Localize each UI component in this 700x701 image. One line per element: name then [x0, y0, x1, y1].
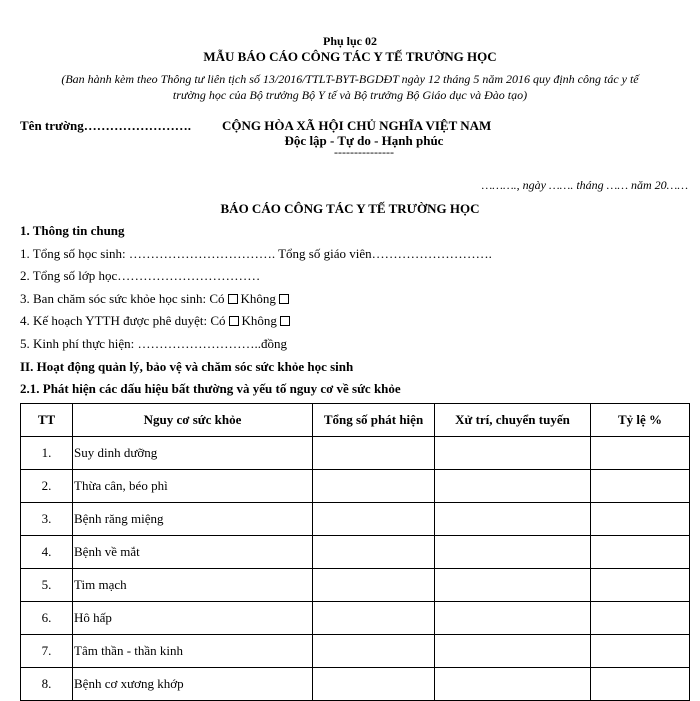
risk-name: Thừa cân, béo phì [73, 470, 313, 503]
column-header-total-detected: Tổng số phát hiện [313, 404, 435, 437]
funding-line: 5. Kinh phí thực hiện: ………………………..đồng [20, 336, 288, 351]
percentage-cell[interactable] [591, 536, 690, 569]
republic-title: CỘNG HÒA XÃ HỘI CHỦ NGHĨA VIỆT NAM [222, 118, 492, 133]
row-number: 2. [21, 470, 73, 503]
form-title: MẪU BÁO CÁO CÔNG TÁC Y TẾ TRƯỜNG HỌC [203, 49, 497, 64]
total-detected-cell[interactable] [313, 536, 435, 569]
section-general-info-heading: 1. Thông tin chung [20, 223, 125, 238]
percentage-cell[interactable] [591, 569, 690, 602]
report-title: BÁO CÁO CÔNG TÁC Y TẾ TRƯỜNG HỌC [220, 201, 480, 216]
table-header-row [21, 404, 690, 437]
table-row [21, 437, 690, 470]
percentage-cell[interactable] [591, 437, 690, 470]
percentage-cell[interactable] [591, 668, 690, 701]
total-detected-cell[interactable] [313, 668, 435, 701]
risk-name: Suy dinh dưỡng [73, 437, 313, 470]
total-detected-cell[interactable] [313, 602, 435, 635]
percentage-cell[interactable] [591, 470, 690, 503]
total-detected-cell[interactable] [313, 635, 435, 668]
table-row [21, 668, 690, 701]
row-number: 5. [21, 569, 73, 602]
treatment-cell[interactable] [435, 470, 591, 503]
column-header-tt: TT [21, 404, 73, 437]
care-board-no-checkbox[interactable] [279, 294, 289, 304]
health-risk-table [20, 403, 690, 701]
section-health-activities-heading: II. Hoạt động quản lý, bảo vệ và chăm sóc sức khỏe học sinh [20, 359, 354, 374]
percentage-cell[interactable] [591, 635, 690, 668]
percentage-cell[interactable] [591, 503, 690, 536]
issued-note-line-2: trường học của Bộ trưởng Bộ Y tế và Bộ trưởng Bộ Giáo dục và Đào tạo) [172, 88, 528, 102]
treatment-cell[interactable] [435, 503, 591, 536]
treatment-cell[interactable] [435, 635, 591, 668]
care-board-yes-checkbox[interactable] [228, 294, 238, 304]
risk-name: Tâm thần - thần kinh [73, 635, 313, 668]
column-header-percentage: Tỷ lệ % [591, 404, 690, 437]
table-row [21, 503, 690, 536]
plan-no-label: Không [241, 313, 277, 328]
risk-name: Bệnh cơ xương khớp [73, 668, 313, 701]
total-detected-cell[interactable] [313, 503, 435, 536]
plan-yes-checkbox[interactable] [229, 316, 239, 326]
risk-name: Tim mạch [73, 569, 313, 602]
care-board-row [20, 291, 292, 307]
issued-note-line-1: (Ban hành kèm theo Thông tư liên tịch số 13/2016/TTLT-BYT-BGDĐT ngày 12 tháng 5 năm 2016 quy định công tác y tế [61, 72, 639, 86]
table-row [21, 602, 690, 635]
treatment-cell[interactable] [435, 602, 591, 635]
school-name-field: Tên trường……………………. [20, 118, 191, 133]
plan-approved-label: 4. Kế hoạch YTTH được phê duyệt: Có [20, 313, 226, 328]
section-risk-detection-subheading: 2.1. Phát hiện các dấu hiệu bất thường và yếu tố nguy cơ về sức khỏe [20, 381, 401, 396]
treatment-cell[interactable] [435, 668, 591, 701]
risk-name: Hô hấp [73, 602, 313, 635]
column-header-risk: Nguy cơ sức khỏe [73, 404, 313, 437]
row-number: 8. [21, 668, 73, 701]
row-number: 4. [21, 536, 73, 569]
treatment-cell[interactable] [435, 536, 591, 569]
treatment-cell[interactable] [435, 437, 591, 470]
risk-name: Bệnh về mắt [73, 536, 313, 569]
row-number: 1. [21, 437, 73, 470]
table-row [21, 569, 690, 602]
plan-no-checkbox[interactable] [280, 316, 290, 326]
risk-name: Bệnh răng miệng [73, 503, 313, 536]
total-detected-cell[interactable] [313, 437, 435, 470]
treatment-cell[interactable] [435, 569, 591, 602]
row-number: 3. [21, 503, 73, 536]
care-board-label: 3. Ban chăm sóc sức khỏe học sinh: Có [20, 291, 225, 306]
report-date-line: ………., ngày ……. tháng …… năm 20…… [481, 178, 688, 192]
row-number: 6. [21, 602, 73, 635]
class-count: 2. Tổng số lớp học…………………………… [20, 268, 261, 283]
column-header-treatment: Xử trí, chuyển tuyến [435, 404, 591, 437]
total-detected-cell[interactable] [313, 569, 435, 602]
table-row [21, 536, 690, 569]
total-detected-cell[interactable] [313, 470, 435, 503]
national-motto: Độc lập - Tự do - Hạnh phúc [284, 133, 444, 148]
student-teacher-count: 1. Tổng số học sinh: ……………………………. Tổng số giáo viên………………………. [20, 246, 492, 261]
row-number: 7. [21, 635, 73, 668]
plan-approved-row [20, 313, 293, 329]
care-board-no-label: Không [240, 291, 276, 306]
table-row [21, 470, 690, 503]
percentage-cell[interactable] [591, 602, 690, 635]
appendix-label: Phụ lục 02 [322, 34, 377, 48]
motto-divider: --------------- [334, 145, 394, 159]
table-row [21, 635, 690, 668]
